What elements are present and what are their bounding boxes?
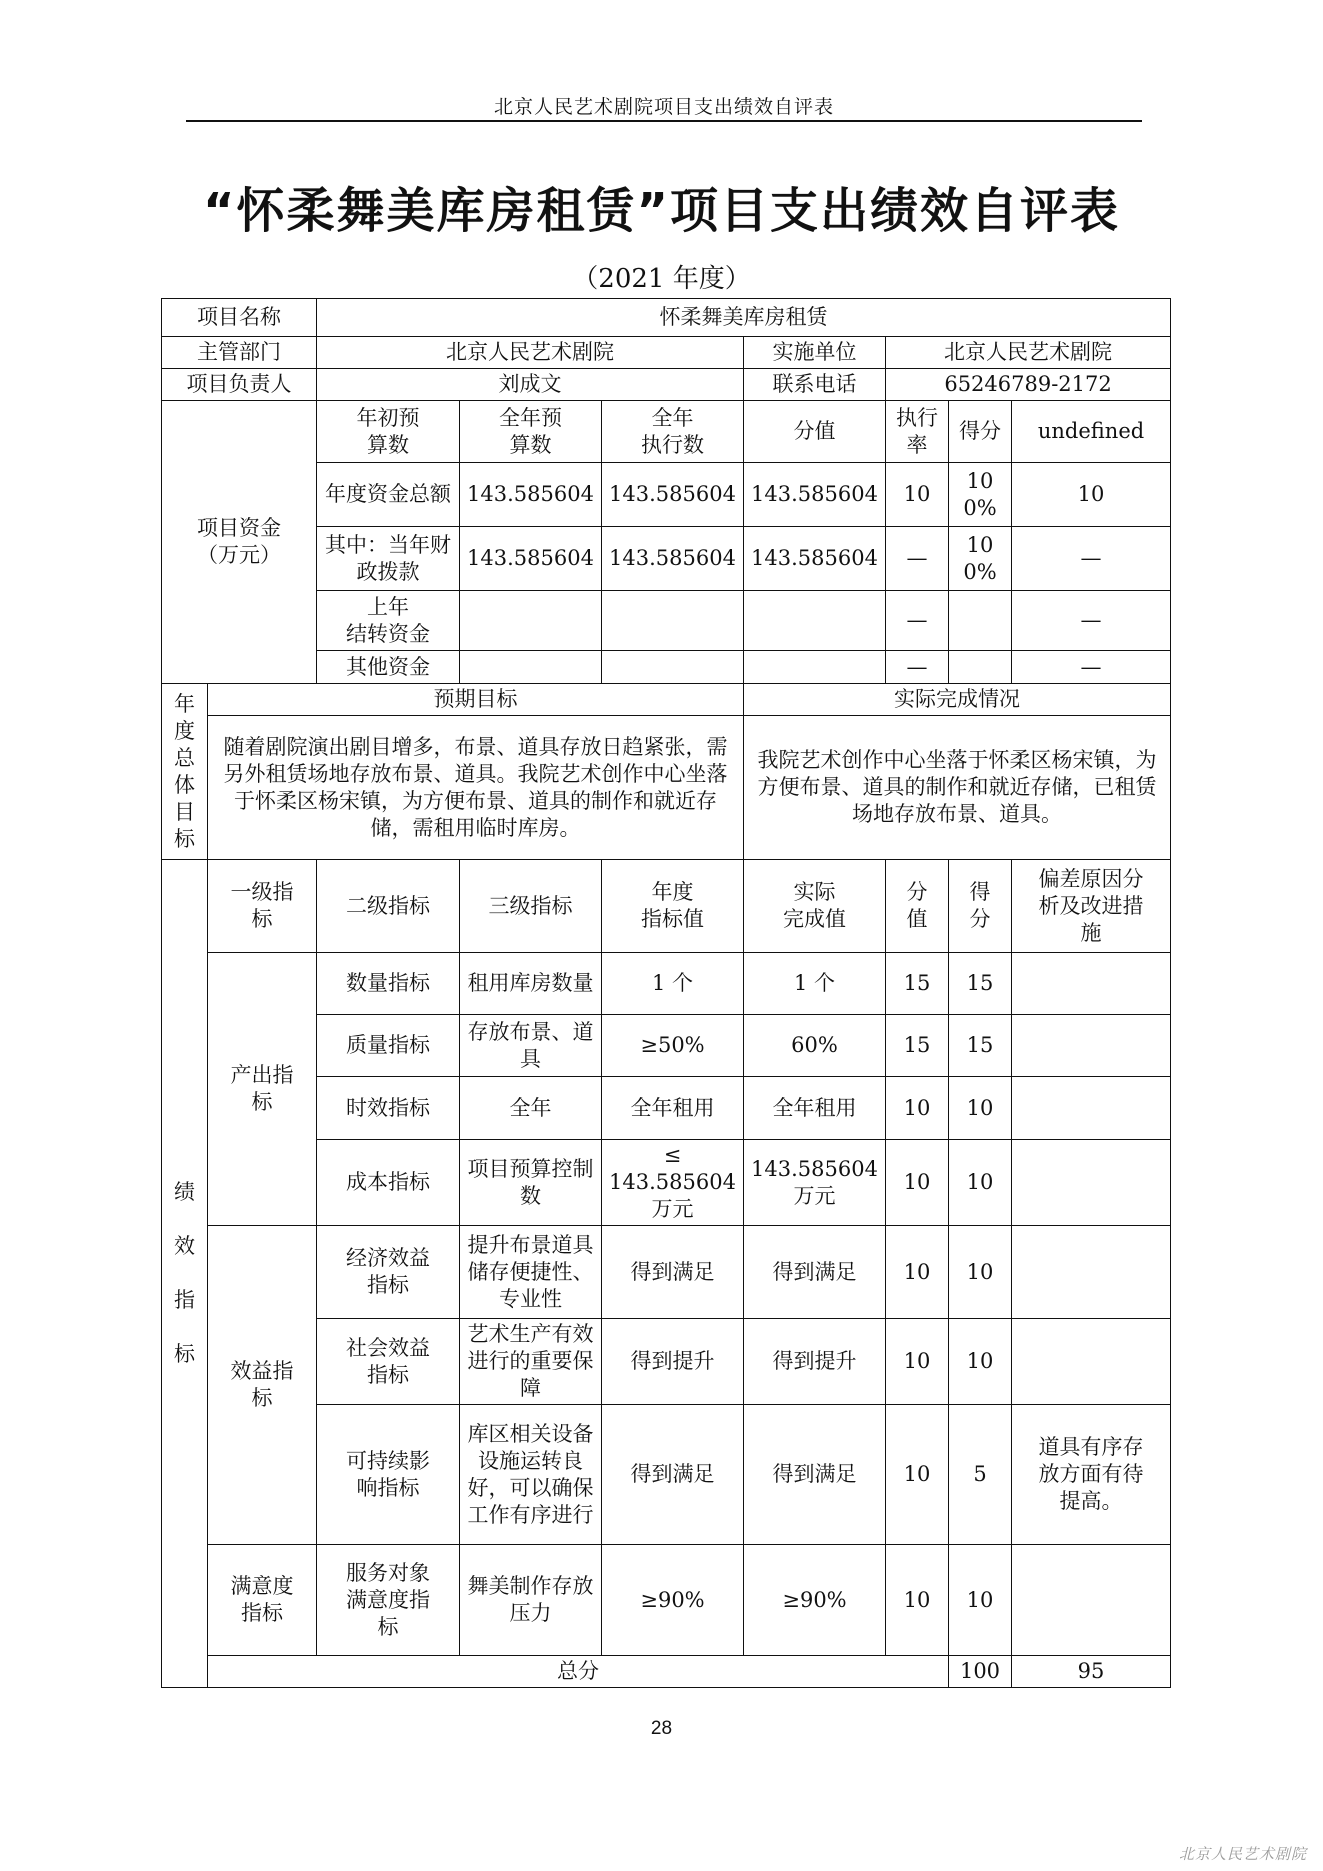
perf-level3: 全年	[460, 1077, 602, 1140]
funds-label: 项目资金 （万元）	[162, 401, 317, 684]
header-rule	[186, 120, 1142, 122]
perf-level1: 效益指 标	[208, 1226, 317, 1545]
perf-score: 10	[949, 1077, 1012, 1140]
funds-row-label: 其中：当年财政拨款	[317, 527, 460, 591]
funds-rate-cell: 100%	[949, 527, 1012, 591]
perf-target: 全年租用	[602, 1077, 744, 1140]
running-header: 北京人民艺术剧院项目支出绩效自评表	[493, 96, 834, 118]
perf-target: ≥50%	[602, 1015, 744, 1077]
goals-content-row	[162, 716, 1171, 860]
perf-score: 5	[949, 1405, 1012, 1545]
perf-actual: 全年租用	[744, 1077, 886, 1140]
evaluation-table	[161, 298, 1171, 1688]
perf-score: 15	[949, 953, 1012, 1015]
funds-score-value-cell: —	[886, 527, 949, 591]
funds-row-label: 上年 结转资金	[317, 591, 460, 651]
perf-header-cell: 得 分	[949, 860, 1012, 953]
leader-row	[162, 369, 1171, 401]
perf-level2: 服务对象 满意度指 标	[317, 1545, 460, 1656]
goals-actual-label: 实际完成情况	[744, 684, 1171, 716]
unit-value: 北京人民艺术剧院	[886, 337, 1171, 369]
leader-value: 刘成文	[317, 369, 744, 401]
unit-label: 实施单位	[744, 337, 886, 369]
perf-score-value: 10	[886, 1405, 949, 1545]
perf-header-cell: 实际 完成值	[744, 860, 886, 953]
funds-header-score-value: 执行率	[886, 401, 949, 463]
total-label: 总分	[208, 1656, 949, 1688]
perf-reason	[1012, 1015, 1171, 1077]
perf-level2: 经济效益 指标	[317, 1226, 460, 1319]
perf-actual: 得到满足	[744, 1405, 886, 1545]
page-number: 28	[650, 1718, 673, 1739]
perf-level3: 项目预算控制数	[460, 1140, 602, 1226]
funds-score-value-cell: —	[886, 591, 949, 651]
perf-header-cell: 三级指标	[460, 860, 602, 953]
perf-score-value: 10	[886, 1319, 949, 1405]
perf-target: ≤ 143.585604 万元	[602, 1140, 744, 1226]
funds-full-cell: 143.585604	[602, 463, 744, 527]
department-label: 主管部门	[162, 337, 317, 369]
perf-score: 15	[949, 1015, 1012, 1077]
perf-actual: 得到满足	[744, 1226, 886, 1319]
total-score-value: 100	[949, 1656, 1012, 1688]
funds-rate-cell	[949, 591, 1012, 651]
perf-reason	[1012, 1226, 1171, 1319]
perf-score-value: 10	[886, 1226, 949, 1319]
perf-reason	[1012, 953, 1171, 1015]
project-name-label: 项目名称	[162, 299, 317, 337]
perf-header-cell: 偏差原因分 析及改进措 施	[1012, 860, 1171, 953]
project-name-value: 怀柔舞美库房租赁	[317, 299, 1171, 337]
perf-level3: 艺术生产有效进行的重要保障	[460, 1319, 602, 1405]
perf-score-value: 15	[886, 1015, 949, 1077]
department-value: 北京人民艺术剧院	[317, 337, 744, 369]
perf-reason	[1012, 1140, 1171, 1226]
department-row	[162, 337, 1171, 369]
perf-level3: 提升布景道具储存便捷性、专业性	[460, 1226, 602, 1319]
funds-score-cell: —	[1012, 651, 1171, 684]
goals-header-row	[162, 684, 1171, 716]
goals-label: 年 度 总 体 目 标	[162, 684, 208, 860]
perf-reason	[1012, 1077, 1171, 1140]
perf-target: 得到满足	[602, 1226, 744, 1319]
perf-target: 得到提升	[602, 1319, 744, 1405]
funds-full-cell: 143.585604	[602, 527, 744, 591]
perf-header-cell: 年度 指标值	[602, 860, 744, 953]
funds-header-executed: 分值	[744, 401, 886, 463]
funds-executed-cell: 143.585604	[744, 527, 886, 591]
goals-expected-label: 预期目标	[208, 684, 744, 716]
funds-initial-cell: 143.585604	[460, 463, 602, 527]
perf-reason: 道具有序存 放方面有待 提高。	[1012, 1405, 1171, 1545]
perf-actual: 得到提升	[744, 1319, 886, 1405]
phone-value: 65246789-2172	[886, 369, 1171, 401]
perf-level3: 存放布景、道具	[460, 1015, 602, 1077]
perf-level1: 满意度 指标	[208, 1545, 317, 1656]
perf-score: 10	[949, 1545, 1012, 1656]
funds-header-corner: 年初预 算数	[317, 401, 460, 463]
funds-full-cell	[602, 591, 744, 651]
perf-actual: ≥90%	[744, 1545, 886, 1656]
perf-score-value: 10	[886, 1140, 949, 1226]
funds-row-label: 年度资金总额	[317, 463, 460, 527]
perf-header-cell: 一级指 标	[208, 860, 317, 953]
total-row	[162, 1656, 1171, 1688]
watermark-logo: 北京人民艺术剧院	[1178, 1845, 1307, 1863]
perf-target: 得到满足	[602, 1405, 744, 1545]
funds-header-row	[162, 401, 1171, 463]
perf-reason	[1012, 1545, 1171, 1656]
perf-header-cell: 二级指标	[317, 860, 460, 953]
perf-level3: 舞美制作存放压力	[460, 1545, 602, 1656]
perf-row	[162, 1226, 1171, 1319]
perf-score: 10	[949, 1319, 1012, 1405]
leader-label: 项目负责人	[162, 369, 317, 401]
perf-level3: 租用库房数量	[460, 953, 602, 1015]
funds-header-initial: 全年预 算数	[460, 401, 602, 463]
perf-row	[162, 953, 1171, 1015]
perf-actual: 143.585604 万元	[744, 1140, 886, 1226]
perf-actual: 1 个	[744, 953, 886, 1015]
total-score: 95	[1012, 1656, 1171, 1688]
perf-row	[162, 1545, 1171, 1656]
perf-score-value: 10	[886, 1545, 949, 1656]
goals-expected-text: 随着剧院演出剧目增多，布景、道具存放日趋紧张，需另外租赁场地存放布景、道具。我院艺术创作中心坐落于怀柔区杨宋镇，为方便布景、道具的制作和就近存储，需租用临时库房。	[208, 716, 744, 860]
funds-full-cell	[602, 651, 744, 684]
perf-level2: 可持续影 响指标	[317, 1405, 460, 1545]
perf-actual: 60%	[744, 1015, 886, 1077]
funds-score-value-cell: 10	[886, 463, 949, 527]
funds-initial-cell: 143.585604	[460, 527, 602, 591]
perf-label: 绩 效 指 标	[162, 860, 208, 1688]
perf-score-value: 15	[886, 953, 949, 1015]
perf-header-cell: 分 值	[886, 860, 949, 953]
funds-executed-cell	[744, 651, 886, 684]
perf-level2: 社会效益 指标	[317, 1319, 460, 1405]
funds-header-rate: 得分	[949, 401, 1012, 463]
funds-score-value-cell: —	[886, 651, 949, 684]
funds-score-cell: —	[1012, 591, 1171, 651]
funds-executed-cell	[744, 591, 886, 651]
perf-level2: 数量指标	[317, 953, 460, 1015]
perf-target: 1 个	[602, 953, 744, 1015]
funds-rate-cell: 100%	[949, 463, 1012, 527]
perf-score: 10	[949, 1140, 1012, 1226]
funds-score-cell: 10	[1012, 463, 1171, 527]
goals-actual-text: 我院艺术创作中心坐落于怀柔区杨宋镇，为方便布景、道具的制作和就近存储，已租赁场地存放布景、道具。	[744, 716, 1171, 860]
page-title: “怀柔舞美库房租赁”项目支出绩效自评表	[202, 183, 1121, 239]
perf-reason	[1012, 1319, 1171, 1405]
funds-score-cell: —	[1012, 527, 1171, 591]
funds-header-score: undefined	[1012, 401, 1171, 463]
funds-initial-cell	[460, 651, 602, 684]
funds-row-label: 其他资金	[317, 651, 460, 684]
phone-label: 联系电话	[744, 369, 886, 401]
funds-header-full: 全年 执行数	[602, 401, 744, 463]
project-name-row	[162, 299, 1171, 337]
perf-score-value: 10	[886, 1077, 949, 1140]
perf-level3: 库区相关设备设施运转良好，可以确保工作有序进行	[460, 1405, 602, 1545]
funds-rate-cell	[949, 651, 1012, 684]
funds-initial-cell	[460, 591, 602, 651]
perf-level1: 产出指 标	[208, 953, 317, 1226]
perf-header-row	[162, 860, 1171, 953]
year-subtitle: （2021 年度）	[572, 264, 751, 294]
perf-target: ≥90%	[602, 1545, 744, 1656]
perf-level2: 成本指标	[317, 1140, 460, 1226]
perf-level2: 质量指标	[317, 1015, 460, 1077]
funds-executed-cell: 143.585604	[744, 463, 886, 527]
perf-level2: 时效指标	[317, 1077, 460, 1140]
perf-score: 10	[949, 1226, 1012, 1319]
